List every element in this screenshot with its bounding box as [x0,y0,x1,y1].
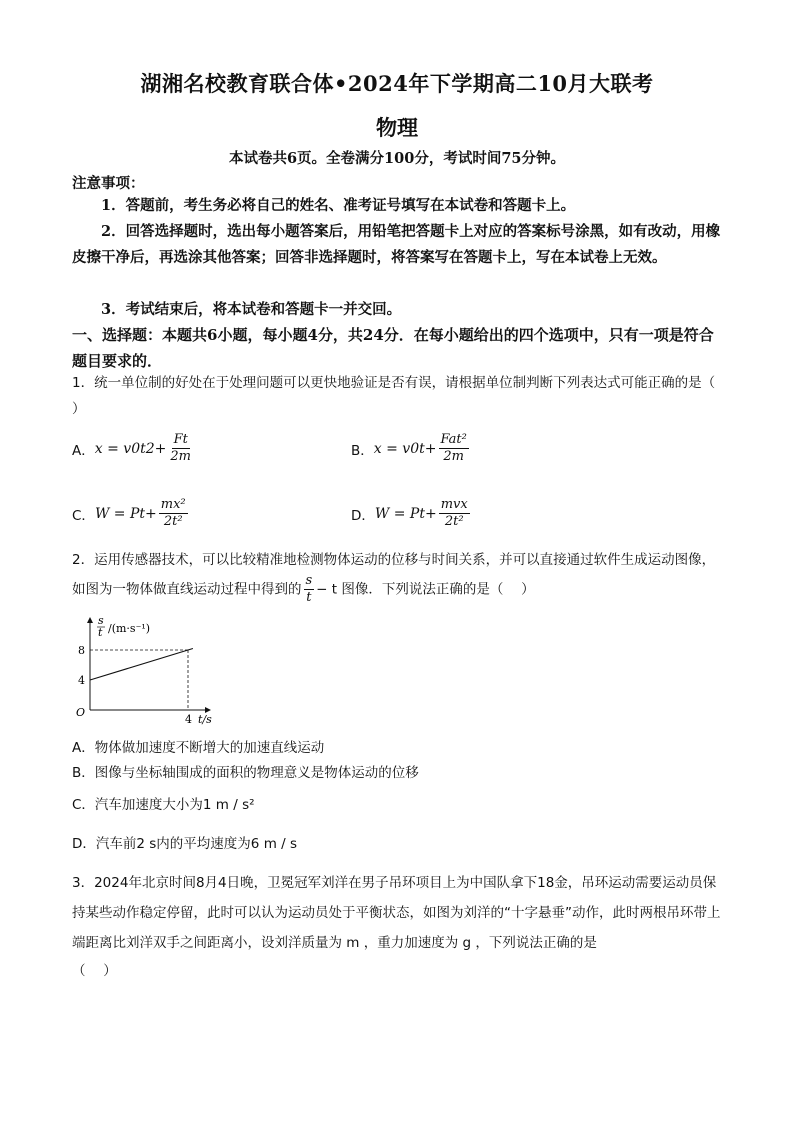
option-sup: 2 [145,440,155,457]
option-mid: t [419,440,425,457]
option-plus: + [424,505,437,522]
fraction-denominator: 2t² [444,514,464,529]
q1-option-b[interactable] [351,432,471,465]
note-1: 1．答题前，考生务必将自己的姓名、准考证号填写在本试卷和答题卡上。 [101,197,576,214]
option-label: C． [72,507,95,524]
fraction-denominator: 2t² [163,514,183,529]
option-fraction [159,497,188,530]
q3-paren: （ ） [72,963,117,979]
q2-stem-text: 2．运用传感器技术，可以比较精准地检测物体运动的位移与时间关系，并可以直接通过软件生成运动图像，如图为一物体做直线运动过程中得到的 [72,552,716,598]
ytick-8: 8 [78,644,85,657]
section-heading: 一、选择题：本题共6小题，每小题4分，共24分．在每小题给出的四个选项中，只有一项是符合题目要求的． [72,326,714,370]
q2-option-b[interactable]: B．图像与坐标轴围成的面积的物理意义是物体运动的位移 [72,765,419,781]
q1-option-d[interactable] [351,497,472,530]
fraction-denominator: t [306,590,312,605]
note-3: 3．考试结束后，将本试卷和答题卡一并交回。 [101,301,402,318]
fraction-numerator: Fat² [440,432,467,447]
q1-stem: 1．统一单位制的好处在于处理问题可以更快地验证是否有误，请根据单位制判断下列表达式可能正确的是（ ） [72,375,733,417]
fraction-denominator: 2m [170,449,192,464]
fraction-numerator: mx² [160,497,186,512]
note-2: 2．回答选择题时，选出每小题答案后，用铅笔把答题卡上对应的答案标号涂黑，如有改动，用橡皮擦干净后，再选涂其他答案；回答非选择题时，将答案写在答题卡上，写在本试卷上无效。 [72,223,721,266]
option-sub: 0 [131,440,141,457]
ylabel-den: t [98,626,103,639]
notes-heading: 注意事项： [72,175,145,192]
fraction-numerator: mvx [440,497,468,512]
option-lhs: W = Pt [94,505,146,522]
q2-stem-tail: − t 图像．下列说法正确的是（ ） [316,581,535,598]
subject-title: 物理 [376,115,418,140]
origin-label: O [76,706,86,719]
data-line [90,649,193,681]
q2-option-a[interactable]: A．物体做加速度不断增大的加速直线运动 [72,740,325,756]
option-label: D． [351,507,375,524]
q2-option-c[interactable]: C．汽车加速度大小为1 m / s² [72,797,255,813]
ytick-4: 4 [78,674,85,687]
q2-graph [70,612,220,730]
fraction-numerator: s [305,573,313,588]
option-mid: t [140,440,146,457]
q1-option-c[interactable] [72,497,190,530]
y-unit: /(m·s⁻¹) [108,622,151,635]
option-label: B． [351,442,374,459]
option-plus: + [424,440,437,457]
xtick-4: 4 [185,713,192,726]
x-label: t/s [198,713,212,726]
option-sub: 0 [410,440,420,457]
option-lhs: x = v [94,440,132,457]
option-fraction [439,432,469,465]
q3-stem: 3．2024年北京时间8月4日晚，卫冕冠军刘洋在男子吊环项目上为中国队拿下18金，吊环运动需要运动员保持某些动作稳定停留，此时可以认为运动员处于平衡状态，如图为刘洋的“十字悬垂”动作，此时两根吊环带上端距离比刘洋双手之间距离小，设刘洋质量为 m ，重力加速度为 g ，下列说法正确的是 [72,875,721,951]
fraction-denominator: 2m [443,449,464,464]
q1-option-a[interactable] [72,432,195,465]
q2-stem [72,547,722,606]
exam-title: 湖湘名校教育联合体•2024年下学期高二10月大联考 [140,71,654,96]
fraction-numerator: Ft [173,432,188,447]
option-fraction [168,432,193,465]
option-fraction [439,497,470,530]
option-plus: + [145,505,157,522]
option-plus: + [154,440,167,457]
q2-stem-fraction [304,573,315,606]
option-lhs: x = v [373,440,411,457]
q2-option-d[interactable]: D．汽车前2 s内的平均速度为6 m / s [72,836,298,852]
exam-info: 本试卷共6页。全卷满分100分，考试时间75分钟。 [228,150,566,167]
ylabel-num: s [98,614,104,627]
option-label: A． [72,442,95,459]
option-lhs: W = Pt [374,505,425,522]
